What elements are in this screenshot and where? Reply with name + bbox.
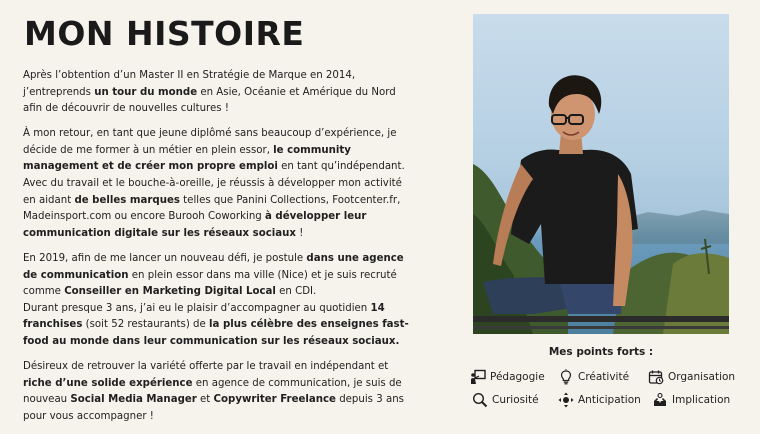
emphasis-text: 14 franchises [23, 302, 385, 331]
strength-anticipation [558, 392, 641, 408]
emphasis-text: le community management et de créer mon propre emploi [23, 144, 351, 173]
magnifier-icon [472, 392, 488, 408]
calendar-icon [648, 369, 664, 385]
strength-label: Curiosité [492, 394, 539, 406]
arrows-icon [558, 392, 574, 408]
lightbulb-icon [558, 369, 574, 385]
emphasis-text: Copywriter Freelance [213, 394, 336, 406]
strength-label: Anticipation [578, 394, 641, 406]
strength-curiosite [472, 392, 539, 408]
strength-implication [652, 392, 730, 408]
emphasis-text: Conseiller en Marketing Digital Local [64, 286, 276, 298]
story-paragraph: Après l’obtention d’un Master II en Stratégie de Marque en 2014, j’entreprends un tour du monde en Asie, Océanie et Amérique du Nord afin de découvrir de nouvelles cultures ! [23, 70, 396, 115]
presentation-board-icon [470, 369, 486, 385]
strength-label: Organisation [668, 371, 736, 383]
emphasis-text: riche d’une solide expérience [23, 377, 193, 389]
strength-organisation [648, 369, 735, 385]
story-text [23, 68, 417, 434]
emphasis-text: Social Media Manager [70, 394, 197, 406]
story-paragraph: À mon retour, en tant que jeune diplômé sans beaucoup d’expérience, je décide de me former à un métier en plein essor, le community management et de créer mon propre emploi en tant qu’indépendant. Avec du travail et le bouche-à-oreille, je réussis à développer mon activité en aidant de belles marques telles que Panini Collections, Footcenter.fr, Madeinsport.com ou encore Burooh Coworking à développer leur communication digitale sur les réseaux sociaux ! [23, 128, 405, 239]
emphasis-text: dans une agence de communication [23, 252, 404, 281]
strength-label: Implication [672, 394, 731, 406]
strength-pedagogie [470, 369, 545, 385]
story-paragraph: Désireux de retrouver la variété offerte par le travail en indépendant et riche d’une solide expérience en agence de communication, je suis de nouveau Social Media Manager et Copywriter Freelance depuis 3 ans pour vous accompagner ! [23, 361, 404, 422]
emphasis-text: de belles marques [74, 194, 180, 206]
hands-icon [652, 392, 668, 408]
portrait-photo [473, 14, 729, 334]
emphasis-text: à développer leur communication digitale sur les réseaux sociaux [23, 211, 367, 239]
strength-label: Créativité [578, 371, 630, 383]
strength-creativite [558, 369, 629, 385]
emphasis-text: la plus célèbre des enseignes fast-food au monde dans leur communication sur les réseaux sociaux. [23, 319, 409, 347]
strength-label: Pédagogie [490, 371, 545, 383]
page-title: MON HISTOIRE [24, 14, 305, 53]
story-paragraph: En 2019, afin de me lancer un nouveau défi, je postule dans une agence de communication en plein essor dans ma ville (Nice) et je suis recruté comme Conseiller en Marketing Digital Local en CDI. Durant presque 3 ans, j’ai eu le plaisir d’accompagner au quotidien 14 franchises (soit 52 restaurants) de la plus célèbre des enseignes fast-food au monde dans leur communication sur les réseaux sociaux. [23, 252, 409, 347]
strengths-title: Mes points forts : [548, 346, 654, 358]
emphasis-text: un tour du monde [94, 86, 198, 98]
